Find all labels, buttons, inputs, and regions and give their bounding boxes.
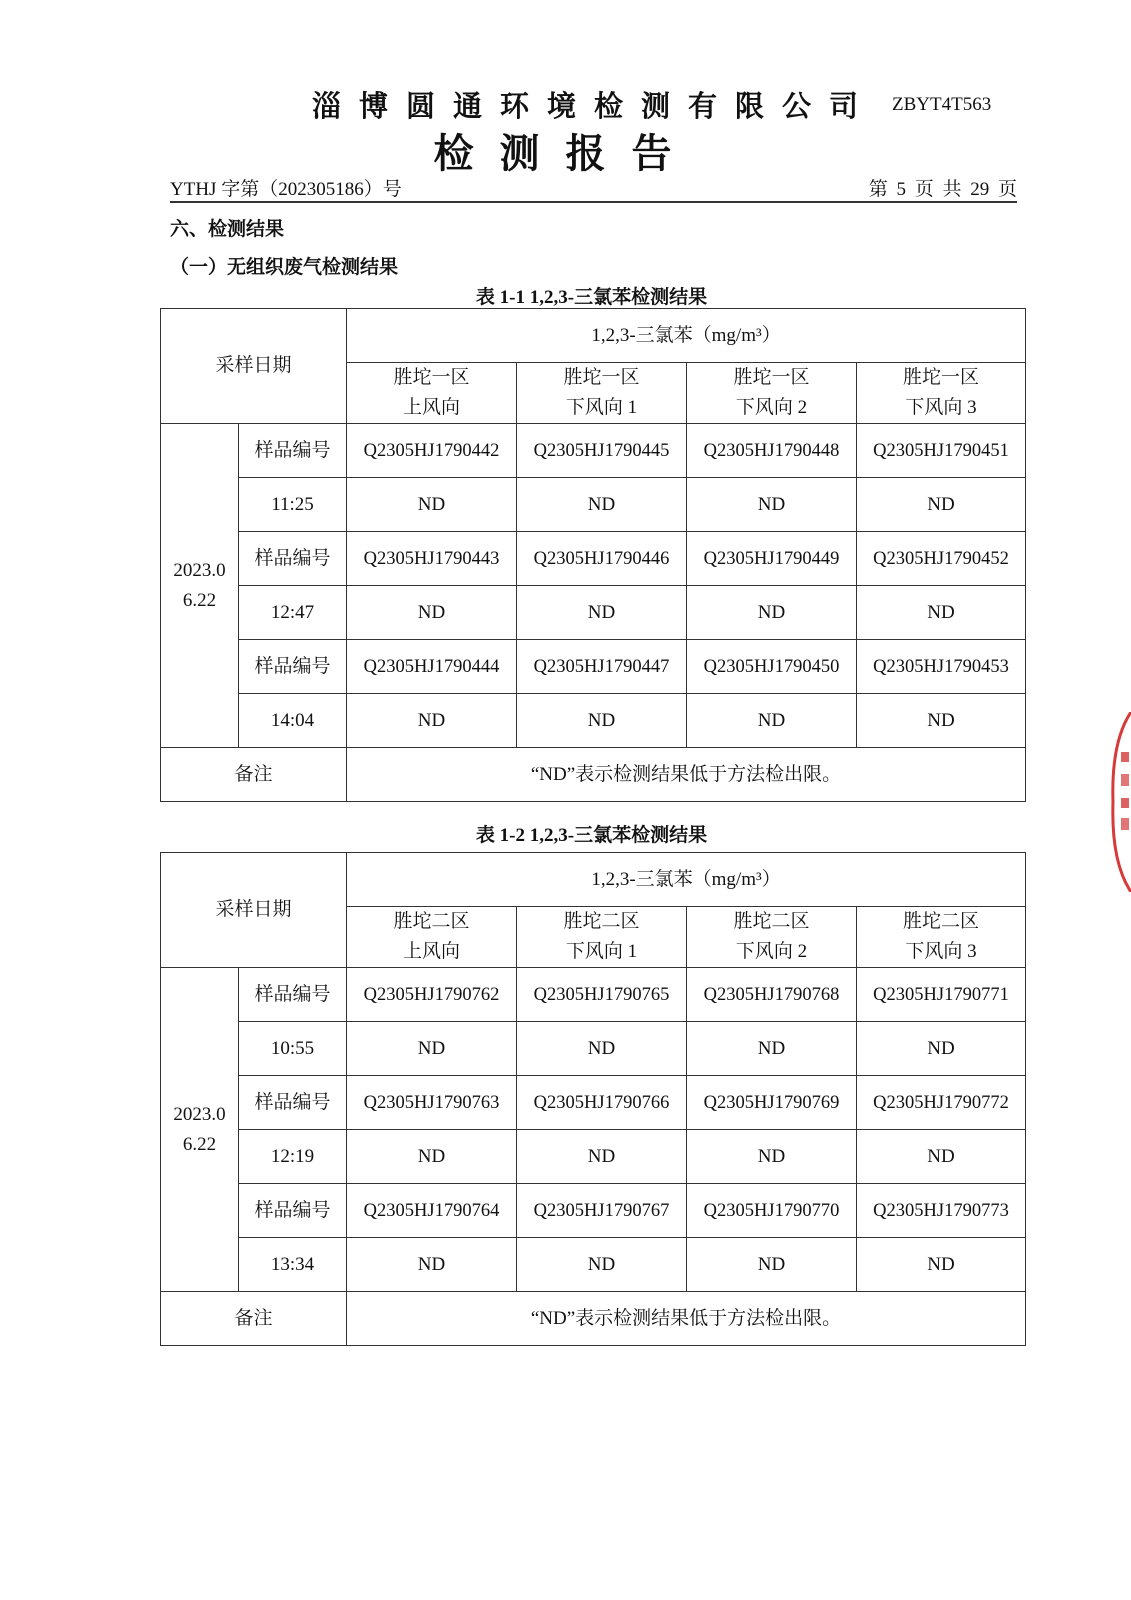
sample-id: Q2305HJ1790448 (687, 424, 857, 478)
result-value: ND (517, 694, 687, 748)
column-header: 胜坨一区 下风向 3 (857, 363, 1026, 424)
results-table-2 (160, 852, 1026, 1346)
report-meta-line (170, 174, 1017, 200)
column-header: 胜坨一区 上风向 (347, 363, 517, 424)
result-value: ND (517, 1022, 687, 1076)
result-value: ND (347, 694, 517, 748)
result-value: ND (857, 1130, 1026, 1184)
sample-id: Q2305HJ1790447 (517, 640, 687, 694)
column-header: 胜坨二区 下风向 3 (857, 907, 1026, 968)
sample-id: Q2305HJ1790452 (857, 532, 1026, 586)
result-value: ND (687, 694, 857, 748)
results-table-1 (160, 308, 1026, 802)
result-value: ND (857, 478, 1026, 532)
result-value: ND (687, 478, 857, 532)
sample-id: Q2305HJ1790773 (857, 1184, 1026, 1238)
column-header: 胜坨二区 下风向 2 (687, 907, 857, 968)
sample-label: 样品编号 (239, 532, 347, 586)
column-header: 胜坨一区 下风向 1 (517, 363, 687, 424)
column-header: 胜坨二区 下风向 1 (517, 907, 687, 968)
sample-id: Q2305HJ1790445 (517, 424, 687, 478)
result-value: ND (857, 1022, 1026, 1076)
column-header: 胜坨一区 下风向 2 (687, 363, 857, 424)
result-value: ND (347, 1238, 517, 1292)
sampling-date: 2023.0 6.22 (161, 424, 239, 748)
sample-id: Q2305HJ1790442 (347, 424, 517, 478)
result-value: ND (517, 478, 687, 532)
sample-label: 样品编号 (239, 640, 347, 694)
sample-id: Q2305HJ1790446 (517, 532, 687, 586)
result-value: ND (687, 1238, 857, 1292)
note-label: 备注 (161, 748, 347, 802)
sample-id: Q2305HJ1790772 (857, 1076, 1026, 1130)
sample-time: 10:55 (239, 1022, 347, 1076)
sample-id: Q2305HJ1790764 (347, 1184, 517, 1238)
result-value: ND (687, 586, 857, 640)
sample-id: Q2305HJ1790763 (347, 1076, 517, 1130)
seal-stamp-icon (1109, 712, 1131, 892)
result-value: ND (687, 1022, 857, 1076)
result-value: ND (687, 1130, 857, 1184)
date-header: 采样日期 (161, 853, 347, 968)
sample-time: 12:47 (239, 586, 347, 640)
section-heading: 六、检测结果 (170, 218, 285, 240)
sample-id: Q2305HJ1790766 (517, 1076, 687, 1130)
note-text: “ND”表示检测结果低于方法检出限。 (347, 748, 1026, 802)
sample-time: 12:19 (239, 1130, 347, 1184)
parameter-header: 1,2,3-三氯苯（mg/m³） (347, 309, 1026, 363)
sample-id: Q2305HJ1790453 (857, 640, 1026, 694)
company-name: 淄博圆通环境检测有限公司 (312, 89, 877, 123)
result-value: ND (347, 478, 517, 532)
result-value: ND (347, 1022, 517, 1076)
result-value: ND (517, 586, 687, 640)
sample-id: Q2305HJ1790769 (687, 1076, 857, 1130)
sample-label: 样品编号 (239, 424, 347, 478)
sample-id: Q2305HJ1790449 (687, 532, 857, 586)
result-value: ND (857, 586, 1026, 640)
sample-label: 样品编号 (239, 1184, 347, 1238)
sample-id: Q2305HJ1790762 (347, 968, 517, 1022)
sample-time: 11:25 (239, 478, 347, 532)
result-value: ND (857, 694, 1026, 748)
sample-label: 样品编号 (239, 968, 347, 1022)
sample-label: 样品编号 (239, 1076, 347, 1130)
sample-id: Q2305HJ1790770 (687, 1184, 857, 1238)
result-value: ND (517, 1238, 687, 1292)
company-code: ZBYT4T563 (892, 94, 992, 115)
table-caption: 表 1-1 1,2,3-三氯苯检测结果 (475, 287, 708, 308)
sample-id: Q2305HJ1790771 (857, 968, 1026, 1022)
page-number: 第 5 页 共 29 页 (868, 179, 1017, 200)
sample-time: 13:34 (239, 1238, 347, 1292)
sample-id: Q2305HJ1790450 (687, 640, 857, 694)
sample-id: Q2305HJ1790451 (857, 424, 1026, 478)
table-caption: 表 1-2 1,2,3-三氯苯检测结果 (475, 825, 708, 846)
result-value: ND (347, 586, 517, 640)
sampling-date: 2023.0 6.22 (161, 968, 239, 1292)
result-value: ND (857, 1238, 1026, 1292)
result-value: ND (517, 1130, 687, 1184)
result-value: ND (347, 1130, 517, 1184)
sample-id: Q2305HJ1790444 (347, 640, 517, 694)
subsection-heading: （一）无组织废气检测结果 (170, 256, 399, 278)
sample-id: Q2305HJ1790443 (347, 532, 517, 586)
note-text: “ND”表示检测结果低于方法检出限。 (347, 1292, 1026, 1346)
column-header: 胜坨二区 上风向 (347, 907, 517, 968)
document-number: YTHJ 字第（202305186）号 (170, 179, 402, 200)
date-header: 采样日期 (161, 309, 347, 424)
header-divider (170, 201, 1017, 203)
parameter-header: 1,2,3-三氯苯（mg/m³） (347, 853, 1026, 907)
sample-time: 14:04 (239, 694, 347, 748)
report-title: 检测报告 (433, 131, 698, 177)
sample-id: Q2305HJ1790768 (687, 968, 857, 1022)
note-label: 备注 (161, 1292, 347, 1346)
sample-id: Q2305HJ1790767 (517, 1184, 687, 1238)
sample-id: Q2305HJ1790765 (517, 968, 687, 1022)
